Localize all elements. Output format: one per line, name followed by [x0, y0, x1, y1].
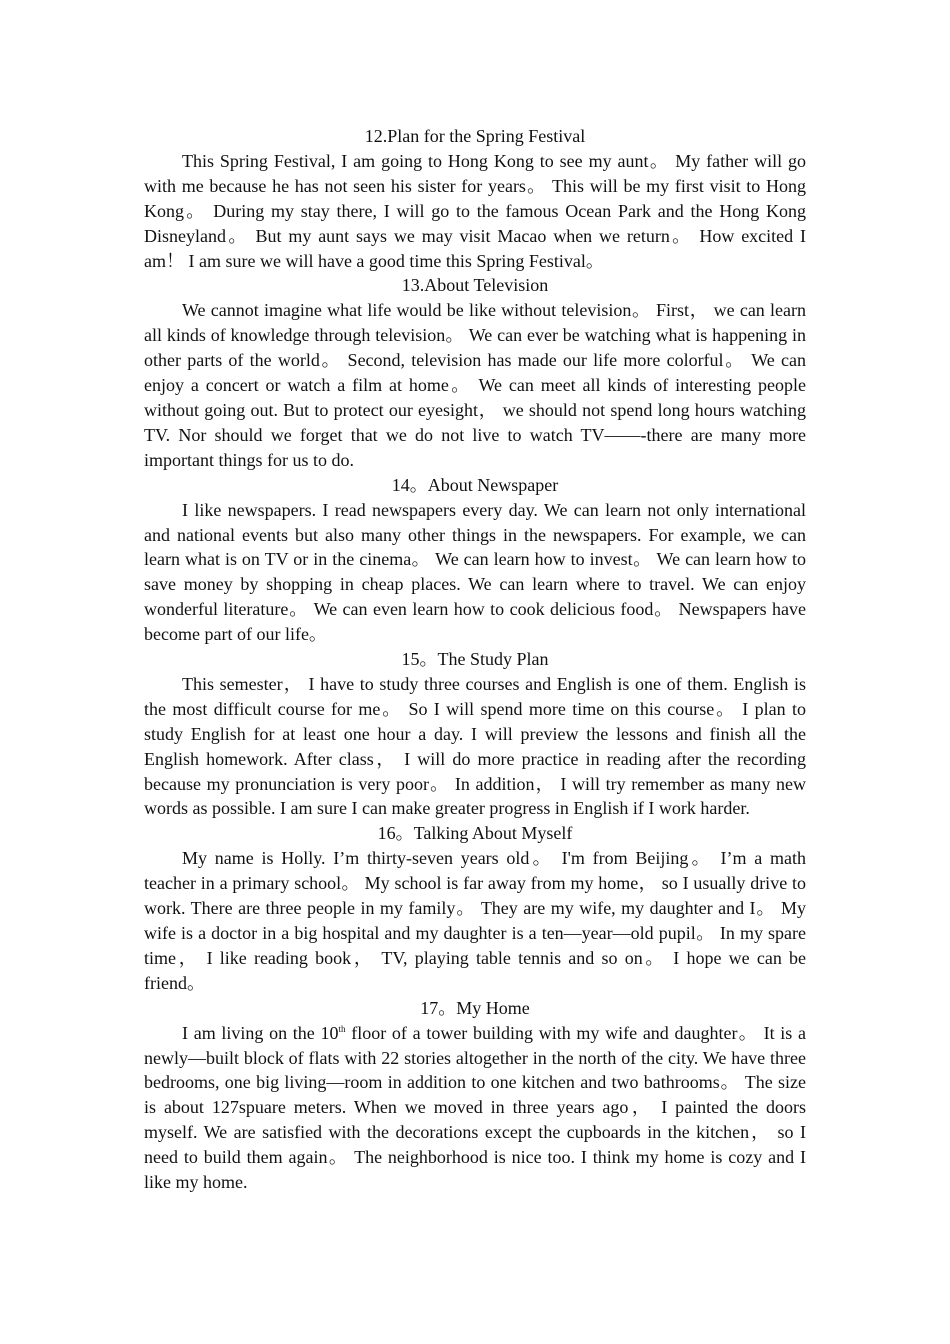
section-paragraph: This Spring Festival, I am going to Hong Kong to see my aunt。 My father will go with me because he has not seen his sister for years。 This will be my first visit to Hong Kong。 During my stay there, I will go to the famous Ocean Park and the Hong Kong Disneyland。 But my aunt says we may visit Macao when we return。 How excited I am！ I am sure we will have a good time this Spring Festival。 — [144, 150, 806, 271]
section-paragraph: We cannot imagine what life would be like without television。 First， we can learn all kinds of knowledge through television。 We can ever be watching what is happening in other parts of the world。 Second, television has made our life more colorful。 We can enjoy a concert or watch a film at home。 We can meet all kinds of interesting people without going out. But to protect our eyesight， we should not spend long hours watching TV. Nor should we forget that we do not live to watch TV——-there are many more important things for us to do. — [144, 300, 806, 470]
paragraph-text: I am living on the 10 — [182, 1022, 339, 1043]
section-title: 13.About Television — [401, 275, 549, 296]
ordinal-suffix: th — [338, 1023, 346, 1034]
section-title: 12.Plan for the Spring Festival — [364, 126, 586, 146]
section-paragraph: My name is Holly. I’m thirty-seven years old。 I'm from Beijing。 I’m a math teacher in a primary school。 My school is far away from my home， so I usually drive to work. There are three people in my family。 They are my wife, my daughter and I。 My wife is a doctor in a big hospital and my daughter is a ten—year—old pupil。 In my spare time， I like reading book， TV, playing table tennis and so on。 I hope we can be friend。 — [144, 848, 806, 993]
paragraph-text: floor of a tower building with my wife and daughter。 It is a newly—built block of flats with 22 stories altogether in the north of the city. We have three bedrooms, one big living—room in addition to one kitchen and two bathrooms。 The size is about 127spuare meters. When we moved in three years ago， I painted the doors myself. We are satisfied with the decorations except the cupboards in the kitchen， so I need to build them again。 The neighborhood is nice too. I think my home is cozy and I like my home. — [144, 1022, 806, 1193]
section-title: 16。Talking About Myself — [377, 823, 573, 844]
section-title: 15。The Study Plan — [401, 649, 549, 670]
section-paragraph — [144, 1021, 806, 1195]
section-paragraph: This semester， I have to study three courses and English is one of them. English is the most difficult course for me。 So I will spend more time on this course。 I plan to study English for at least one hour a day. I will preview the lessons and finish all the English homework. After class， I will do more practice in reading after the recording because my pronunciation is very poor。 In addition， I will try remember as many new words as possible. I am sure I can make greater progress in English if I work harder. — [144, 673, 806, 819]
document-page — [144, 124, 806, 1195]
section-paragraph: I like newspapers. I read newspapers every day. We can learn not only international and national events but also many other things in the newspapers. For example, we can learn what is on TV or in the cinema。 We can learn how to invest。 We can learn how to save money by shopping in cheap places. We can learn where to travel. We can enjoy wonderful literature。 We can even learn how to cook delicious food。 Newspapers have become part of our life。 — [144, 499, 806, 645]
section-title: 17。My Home — [420, 997, 530, 1018]
section-title: 14。About Newspaper — [391, 474, 559, 495]
